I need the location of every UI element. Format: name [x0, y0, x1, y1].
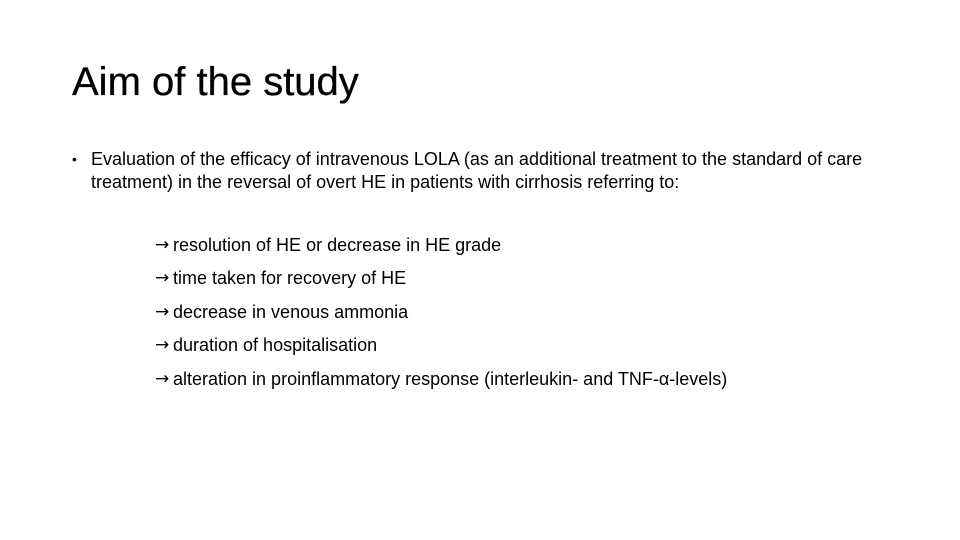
- main-bullet: [72, 148, 892, 194]
- sub-list: [155, 228, 915, 396]
- sub-item-text: decrease in venous ammonia: [173, 301, 409, 322]
- arrow-right-icon: →: [155, 301, 170, 322]
- arrow-right-icon: →: [155, 335, 170, 356]
- slide-title: Aim of the study: [72, 60, 359, 104]
- sub-item-resolution: [155, 228, 915, 262]
- sub-item-text: duration of hospitalisation: [173, 335, 378, 356]
- sub-item-recovery-time: [155, 262, 915, 296]
- arrow-right-icon: →: [155, 234, 170, 255]
- sub-item-text: resolution of HE or decrease in HE grade: [173, 234, 502, 255]
- sub-item-inflammatory-response: [155, 362, 915, 396]
- arrow-right-icon: →: [155, 368, 170, 389]
- sub-item-text: alteration in proinflammatory response (interleukin- and TNF-α-levels): [173, 368, 728, 389]
- bullet-dot-icon: •: [72, 151, 77, 167]
- arrow-right-icon: →: [155, 268, 170, 289]
- sub-item-hospitalisation: [155, 329, 915, 363]
- sub-item-ammonia: [155, 295, 915, 329]
- sub-item-text: time taken for recovery of HE: [173, 268, 407, 289]
- bullet-item: [72, 148, 892, 194]
- bullet-text: Evaluation of the efficacy of intravenous LOLA (as an additional treatment to the standard of care treatment) in the reversal of overt HE in patients with cirrhosis referring to:: [91, 149, 863, 192]
